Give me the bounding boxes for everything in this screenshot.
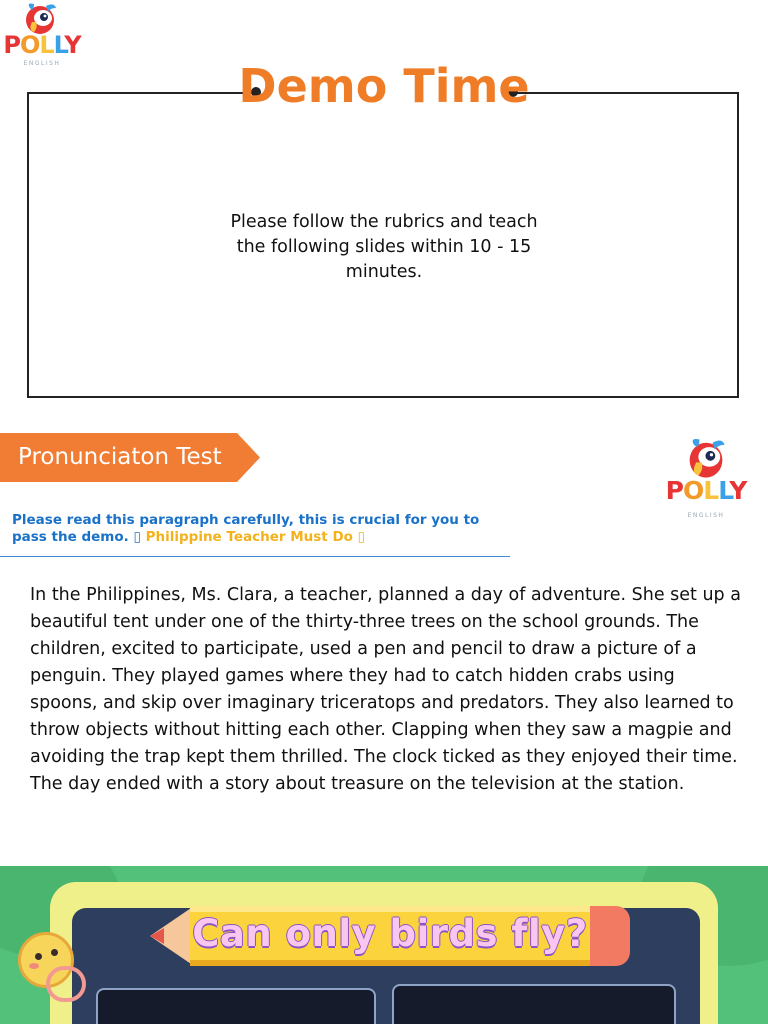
chick-cheek [29,963,39,969]
notice-text [12,512,482,546]
logo-subtitle: ENGLISH [23,60,61,67]
photo-right [392,984,676,1024]
notice-glyph-left: ▯ [133,529,141,545]
logo-wordmark: POLLY [665,476,747,505]
notice-divider [0,556,510,557]
logo-wordmark: POLLY [3,31,81,59]
page-title: Demo Time [238,59,530,113]
chick-eye [51,949,58,956]
notice-glyph-right: ▯ [357,529,366,545]
notice-highlight: Philippine Teacher Must Do [140,529,358,545]
lesson-cover [0,866,768,1024]
photo-left [96,988,376,1024]
parrot-logo-icon [684,434,728,482]
logo-subtitle: ENGLISH [687,512,725,519]
reading-passage: In the Philippines, Ms. Clara, a teacher, planned a day of adventure. She set up a beautiful tent under one of the thirty-three trees on the school grounds. The children, excited to participate, used a pen and pencil to draw a picture of a penguin. They played games where they had to catch hidden crabs using spoons, and skip over imaginary triceratops and predators. They also learned to throw objects without hitting each other. Clapping when they saw a magpie and avoiding the trap kept them thrilled. The clock ticked as they enjoyed their time. The day ended with a story about treasure on the television at the station. [30,585,741,794]
notice-main: Please read this paragraph carefully, this is crucial for you to pass the demo. [12,512,480,545]
lesson-title: Can only birds fly? [192,912,588,955]
demo-instructions: Please follow the rubrics and teach the following slides within 10 - 15 minutes. [230,212,538,282]
paperclip-icon [46,966,86,1002]
polly-logo-secondary [664,434,748,519]
chick-eye [35,953,42,960]
section-title: Pronunciaton Test [18,444,222,470]
